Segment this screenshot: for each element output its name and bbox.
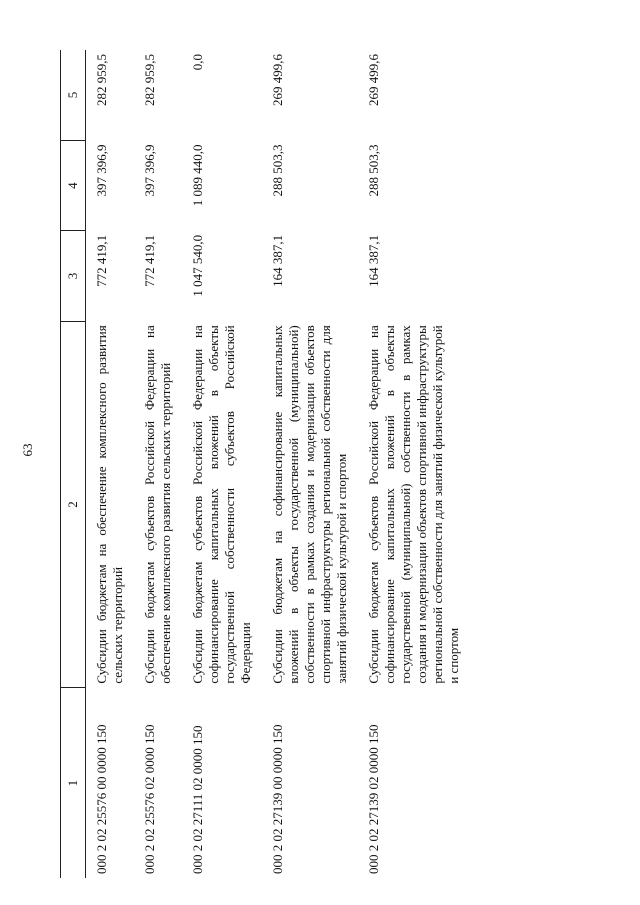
table-row [182, 50, 262, 878]
budget-code: 000 2 02 25576 00 0000 150 [94, 724, 109, 874]
amount-col4: 397 396,9 [94, 144, 109, 197]
amount-col4: 1 089 440,0 [190, 144, 205, 207]
column-header-1: 1 [61, 688, 86, 878]
amount-col5: 269 499,6 [366, 54, 381, 106]
budget-item-name: Субсидии бюджетам субъектов Российской Федерации на софинансирование капитальных вложений в объекты государственной (муниципальной) собственности в рамках создания и модернизации объектов спортивной инфраструктуры региональной собственности для занятий физической культурой и спортом [366, 325, 461, 684]
budget-item-name: Субсидии бюджетам на софинансирование капитальных вложений в объекты государственной (муниципальной) собственности в рамках создания и модернизации объектов спортивной инфраструктуры региональной собственности для занятий физической культурой и спортом [270, 325, 349, 684]
budget-table [60, 50, 470, 878]
table-header-row [61, 50, 86, 878]
amount-col5: 282 959,5 [142, 54, 157, 106]
budget-code: 000 2 02 27139 02 0000 150 [366, 724, 381, 874]
table-row [358, 50, 470, 878]
amount-col3: 772 419,1 [94, 234, 109, 287]
column-header-2: 2 [61, 321, 86, 687]
budget-item-name: Субсидии бюджетам субъектов Российской Федерации на обеспечение комплексного развития сельских территорий [142, 325, 173, 684]
amount-col4: 288 503,3 [366, 144, 381, 197]
amount-col3: 772 419,1 [142, 234, 157, 287]
amount-col5: 0,0 [190, 54, 205, 71]
column-header-5: 5 [61, 50, 86, 140]
budget-code: 000 2 02 27111 02 0000 150 [190, 725, 205, 874]
table-row [262, 50, 358, 878]
amount-col4: 397 396,9 [142, 144, 157, 197]
table-row [134, 50, 182, 878]
amount-col5: 269 499,6 [270, 54, 285, 106]
table-row [86, 50, 135, 878]
amount-col3: 164 387,1 [366, 234, 381, 287]
budget-item-name: Субсидии бюджетам субъектов Российской Федерации на софинансирование капитальных вложений в объекты государственной собственности субъектов Российской Федерации [190, 325, 253, 684]
amount-col3: 164 387,1 [270, 234, 285, 287]
amount-col4: 288 503,3 [270, 144, 285, 197]
budget-code: 000 2 02 27139 00 0000 150 [270, 724, 285, 874]
amount-col3: 1 047 540,0 [190, 234, 205, 297]
budget-code: 000 2 02 25576 02 0000 150 [142, 724, 157, 874]
page-number: 63 [20, 443, 35, 457]
amount-col5: 282 959,5 [94, 54, 109, 106]
budget-item-name: Субсидии бюджетам на обеспечение комплексного развития сельских территорий [94, 325, 125, 684]
rotated-page [16, 18, 616, 878]
column-header-4: 4 [61, 140, 86, 230]
column-header-3: 3 [61, 231, 86, 321]
